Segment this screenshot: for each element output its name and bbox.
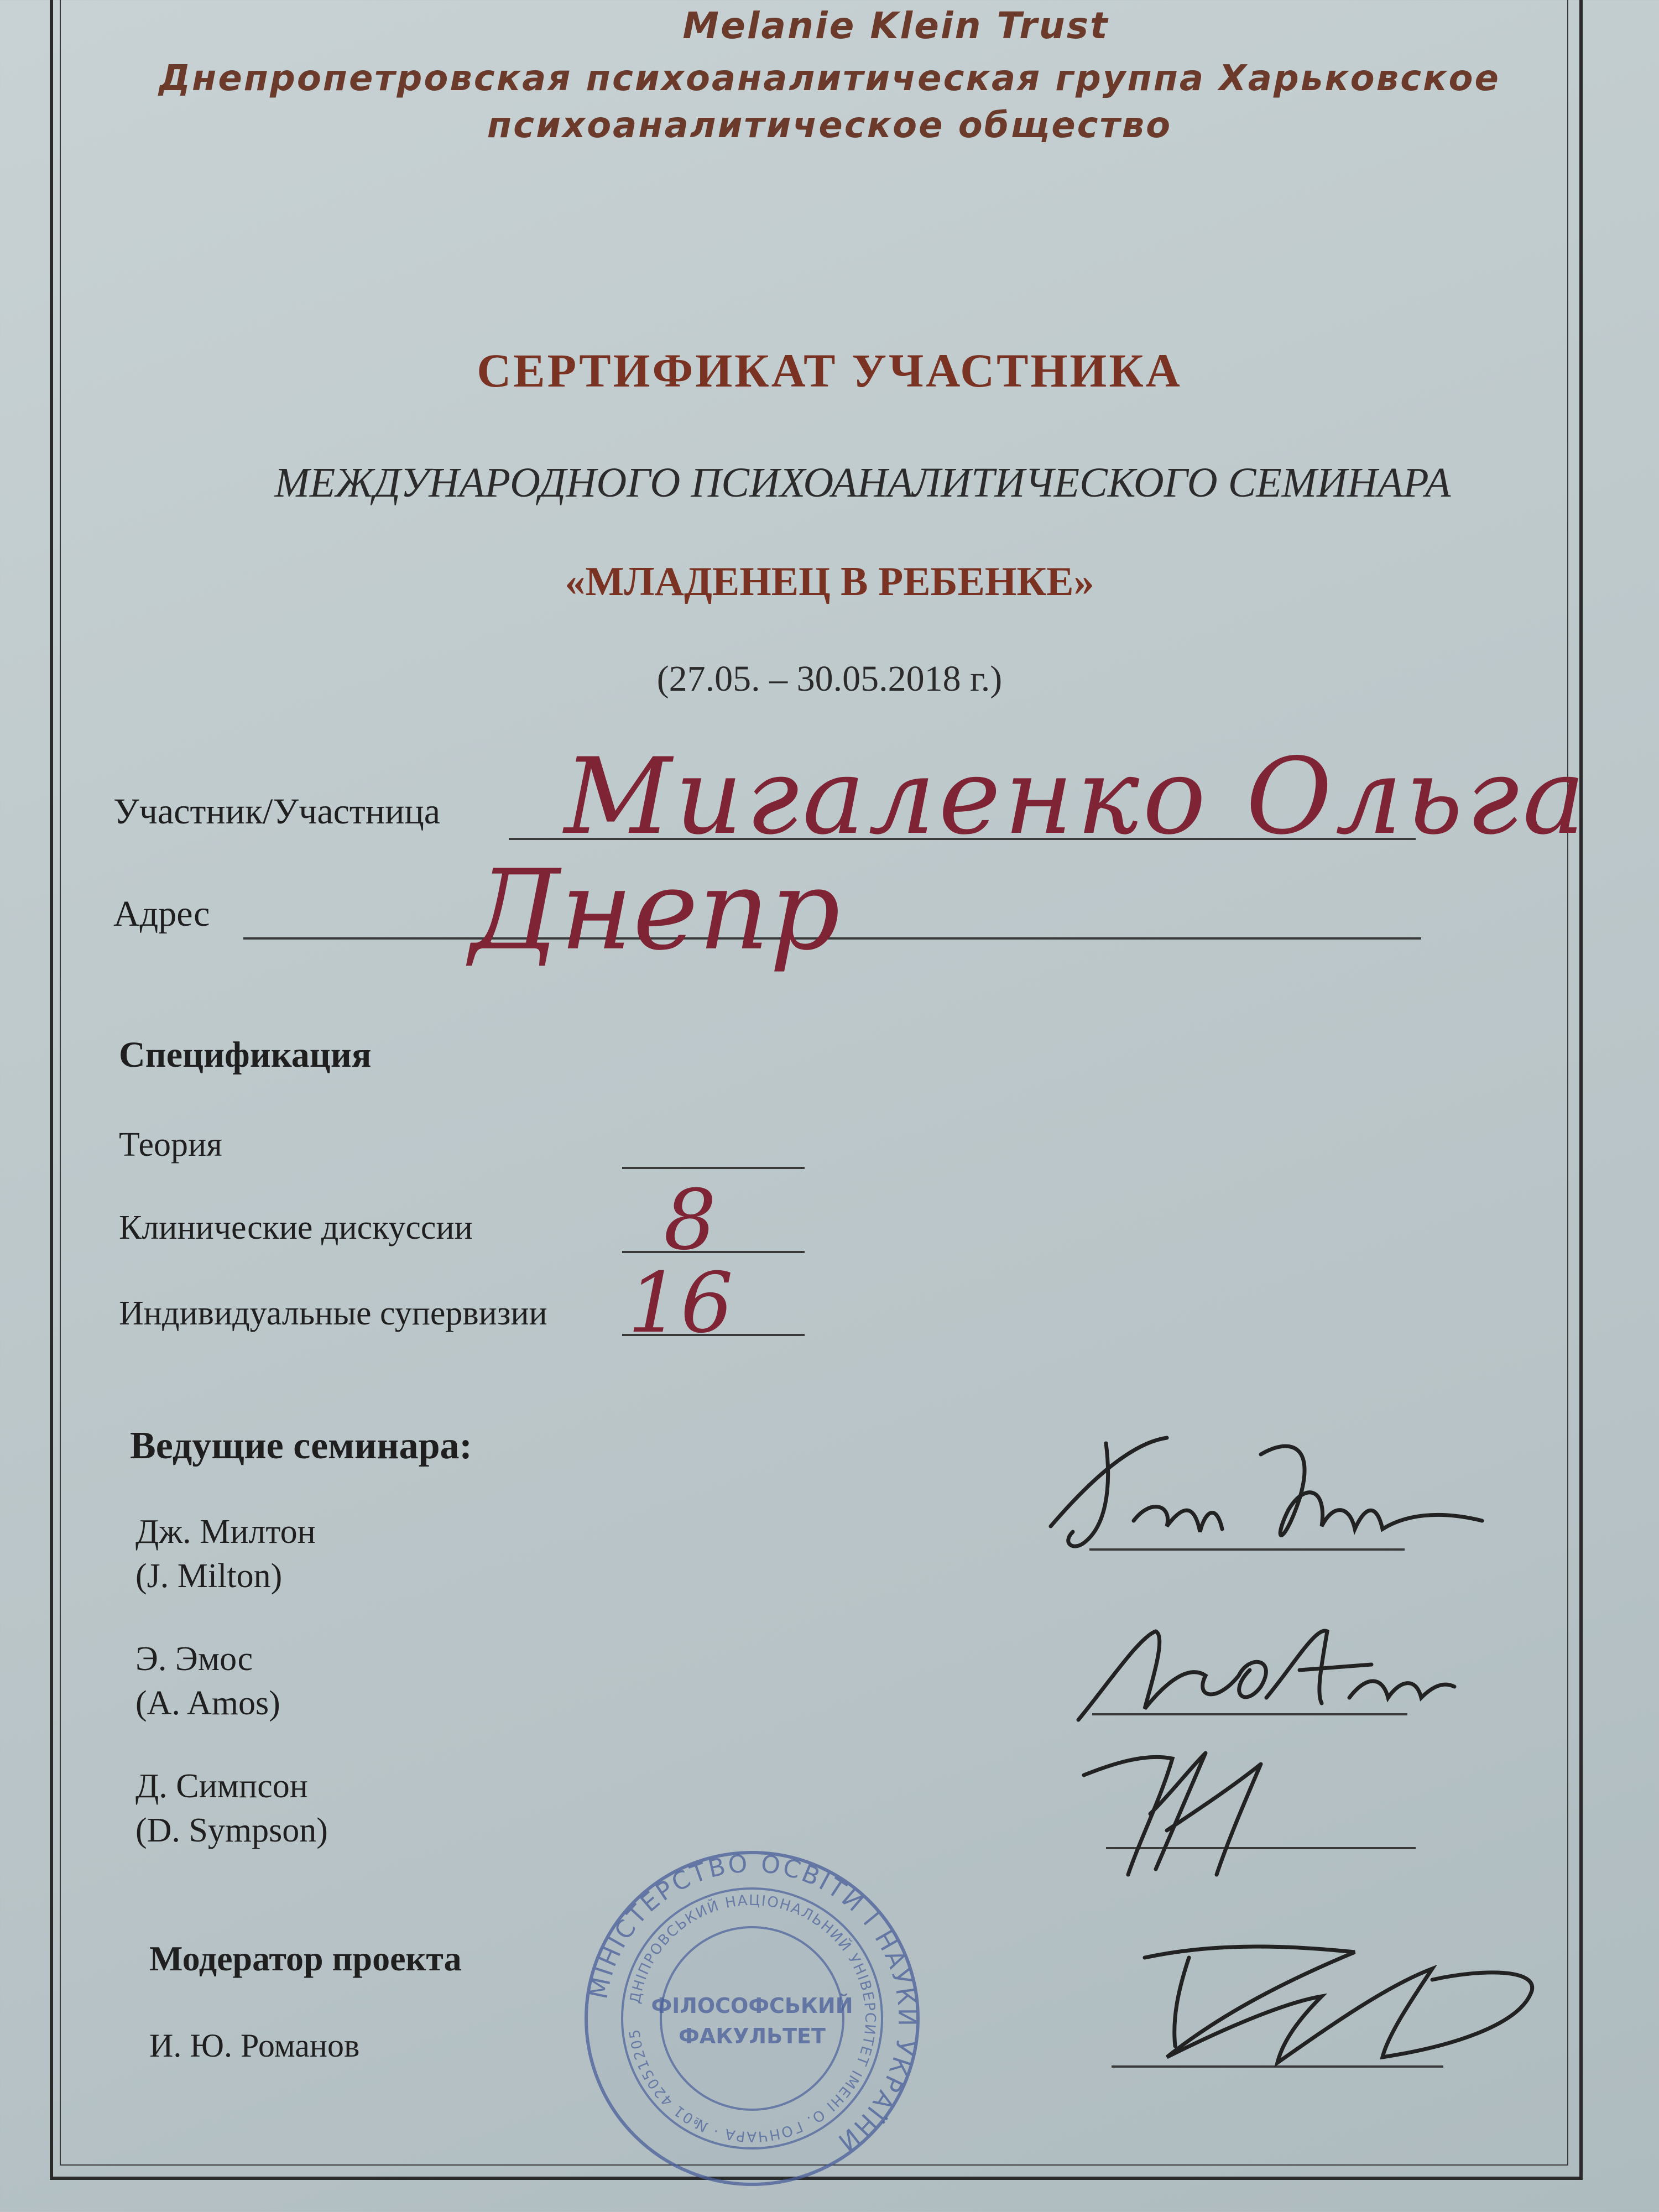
signature-amos [1062, 1604, 1460, 1736]
address-handwritten-value: Днепр [470, 846, 841, 975]
signature-romanov [1123, 1936, 1554, 2079]
org-name-trust: Melanie Klein Trust [682, 4, 1109, 47]
certificate-subtitle: МЕЖДУНАРОДНОГО ПСИХОАНАЛИТИЧЕСКОГО СЕМИНАРА [274, 460, 1451, 506]
spec-theory-line [622, 1167, 805, 1169]
org-name-society: психоаналитическое общество [487, 105, 1172, 146]
spec-clinical-value: 8 [664, 1172, 717, 1269]
signature-milton [1040, 1421, 1504, 1565]
spec-supervision-value: 16 [628, 1255, 733, 1352]
leader-3-latin: (D. Sympson) [135, 1812, 328, 1849]
seminar-name: «МЛАДЕНЕЦ В РЕБЕНКЕ» [565, 559, 1094, 604]
spec-theory-label: Теория [119, 1126, 222, 1164]
specification-heading: Спецификация [119, 1035, 372, 1075]
leader-2-name: Э. Эмос [135, 1640, 253, 1678]
org-name-groups: Днепропетровская психоаналитическая группа Харьковское [159, 58, 1500, 99]
address-label: Адрес [113, 894, 210, 934]
svg-text:МІНІСТЕРСТВО ОСВІТИ І НАУКИ УК: МІНІСТЕРСТВО ОСВІТИ І НАУКИ УКРАЇНИ [585, 1849, 921, 2157]
spec-clinical-label: Клинические дискуссии [119, 1209, 473, 1246]
seminar-dates: (27.05. – 30.05.2018 г.) [656, 659, 1003, 699]
spec-supervision-label: Индивидуальные супервизии [119, 1295, 547, 1332]
leader-1-latin: (J. Milton) [135, 1557, 283, 1595]
svg-text:ФІЛОСОФСЬКИЙ: ФІЛОСОФСЬКИЙ [651, 1994, 853, 2018]
moderator-heading: Модератор проекта [149, 1939, 462, 1978]
leader-1-name: Дж. Милтон [135, 1513, 316, 1551]
participant-label: Участник/Участница [113, 791, 441, 832]
leaders-heading: Ведущие семинара: [130, 1425, 472, 1467]
leader-2-latin: (A. Amos) [135, 1684, 280, 1722]
svg-text:ДНІПРОВСЬКИЙ НАЦІОНАЛЬНИЙ УНІВ: ДНІПРОВСЬКИЙ НАЦІОНАЛЬНИЙ УНІВЕРСИТЕТ ІМЕНІ О. ГОНЧАРА · №01 42051205 [626, 1892, 879, 2145]
moderator-name: И. Ю. Романов [149, 2027, 360, 2064]
certificate-title: СЕРТИФИКАТ УЧАСТНИКА [477, 344, 1182, 397]
participant-handwritten-name: Мигаленко Ольга [564, 735, 1589, 858]
leader-3-name: Д. Симпсон [135, 1767, 308, 1805]
svg-text:ФАКУЛЬТЕТ: ФАКУЛЬТЕТ [679, 2024, 826, 2048]
signature-simpson [1078, 1742, 1311, 1886]
faculty-stamp [581, 1847, 924, 2190]
